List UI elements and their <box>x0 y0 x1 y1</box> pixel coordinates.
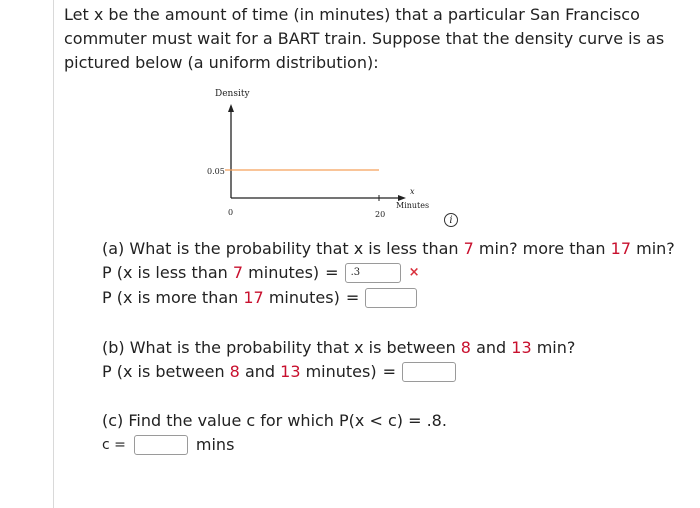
part-c-row-label: c = <box>102 437 126 453</box>
equals-sign: = <box>345 288 360 307</box>
answer-more-than-17-input[interactable] <box>365 288 417 308</box>
part-b-question: (b) What is the probability that x is between 8 and 13 min? <box>102 338 576 357</box>
y-axis-arrow <box>228 104 234 112</box>
x-variable-label: x <box>410 187 415 196</box>
problem-intro <box>64 3 684 75</box>
part-a-question: (a) What is the probability that x is less than 7 min? more than 17 min? <box>102 239 675 258</box>
part-a-row-2-label: P (x is more than 17 minutes) <box>102 288 340 307</box>
answer-between-8-and-13-input[interactable] <box>402 362 456 382</box>
part-b-row <box>102 360 456 384</box>
x-tick-label-0: 0 <box>228 208 234 217</box>
density-chart <box>190 82 460 232</box>
unit-label: mins <box>195 435 235 454</box>
x-axis-label: Minutes <box>396 201 430 210</box>
part-a-row-2 <box>102 286 417 310</box>
info-icon[interactable]: i <box>444 213 458 227</box>
part-a-row-1-label: P (x is less than 7 minutes) <box>102 263 320 282</box>
intro-line-1: Let x be the amount of time (in minutes) that a particular San Francisco <box>64 5 640 24</box>
part-b-row-label: P (x is between 8 and 13 minutes) <box>102 362 377 381</box>
part-c-question: (c) Find the value c for which P(x < c) = .8. <box>102 411 447 430</box>
part-c-row <box>102 433 234 457</box>
answer-less-than-7-input[interactable]: .3 <box>345 263 401 283</box>
intro-line-2: commuter must wait for a BART train. Suppose that the density curve is as <box>64 29 665 48</box>
x-tick-label-20: 20 <box>375 210 386 219</box>
equals-sign: = <box>325 263 339 282</box>
part-a-row-1 <box>102 261 419 285</box>
answer-c-value-input[interactable] <box>134 435 188 455</box>
y-axis-label: Density <box>215 89 250 99</box>
intro-line-3: pictured below (a uniform distribution): <box>64 53 379 72</box>
incorrect-x-icon: × <box>408 265 420 280</box>
equals-sign: = <box>382 362 396 381</box>
y-tick-label: 0.05 <box>207 167 225 176</box>
